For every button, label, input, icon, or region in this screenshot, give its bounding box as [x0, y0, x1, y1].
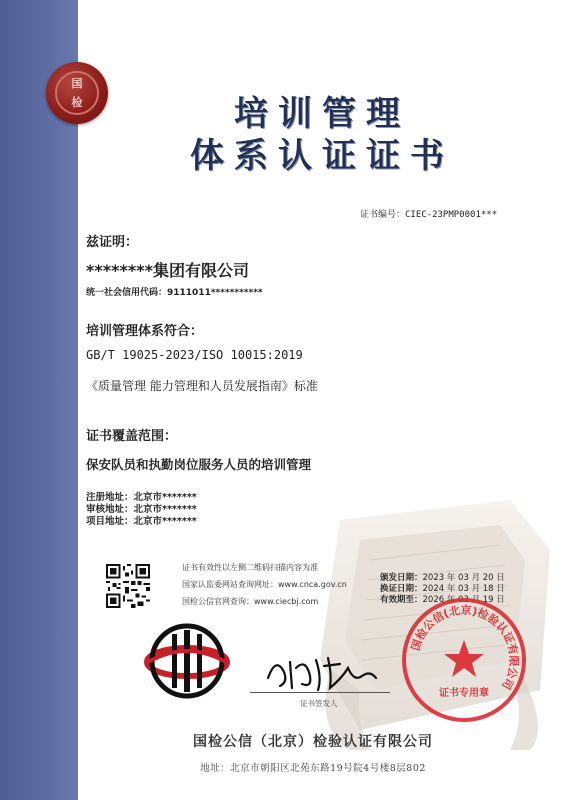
cnca-query-link[interactable]: 国家认监委网站查询网址：www.cnca.gov.cn	[182, 580, 347, 589]
issue-date-label: 颁发日期：	[380, 573, 423, 583]
certificate-number: 证书编号：CIEC-23PMP0001***	[360, 210, 498, 220]
certify-label: 兹证明：	[86, 235, 139, 250]
certificate-title-line1: 培训管理	[234, 94, 410, 134]
ciec-query-link[interactable]: 国检公信官网查询：www.ciecbj.com	[182, 597, 319, 606]
registered-address: 注册地址：北京市*******	[86, 492, 197, 503]
company-name: ********集团有限公司	[86, 261, 249, 280]
expire-date-label: 有效期至：	[380, 595, 423, 605]
stamp-star-icon	[444, 640, 484, 677]
scope-text: 保安队员和执勤岗位服务人员的培训管理	[86, 457, 312, 472]
seal-char-1: 国	[71, 77, 83, 90]
project-address: 项目地址：北京市*******	[86, 516, 197, 527]
expire-date-value: 2026 年 03 月 19 日	[422, 595, 505, 605]
signature-line	[250, 692, 390, 693]
wax-seal-emblem	[46, 62, 108, 124]
issuer-name: 国检公信（北京）检验认证有限公司	[193, 734, 433, 750]
standard-code: GB/T 19025-2023/ISO 10015:2019	[86, 348, 303, 362]
issuer-address: 地址：北京市朝阳区北苑东路19号院4号楼8层802	[200, 763, 426, 774]
system-label: 培训管理体系符合：	[86, 324, 204, 339]
standard-name: 《质量管理 能力管理和人员发展指南》标准	[86, 379, 318, 393]
seal-char-2: 检	[71, 96, 83, 109]
stamp-center-text: 证书专用章	[439, 688, 489, 699]
stamp-ring-text: 国检公信(北京)检验认证有限公司	[408, 603, 521, 692]
ciec-logo-icon	[142, 620, 232, 700]
renew-date-label: 换证日期：	[380, 584, 423, 594]
scope-label: 证书覆盖范围：	[86, 429, 178, 444]
issuer-signature	[262, 648, 382, 694]
official-seal-stamp	[400, 596, 528, 724]
certificate-title-line2: 体系认证证书	[190, 136, 454, 176]
verify-note: 证书有效性以左侧二维码扫描内容为准	[182, 563, 318, 572]
credit-code: 统一社会信用代码：9111011***********	[86, 288, 263, 298]
renew-date-value: 2024 年 03 月 18 日	[422, 584, 505, 594]
qr-code[interactable]	[106, 564, 150, 608]
signature-label: 证书签发人	[300, 699, 338, 708]
issue-date-value: 2023 年 03 月 20 日	[422, 573, 505, 583]
audit-address: 审核地址：北京市*******	[86, 504, 197, 515]
